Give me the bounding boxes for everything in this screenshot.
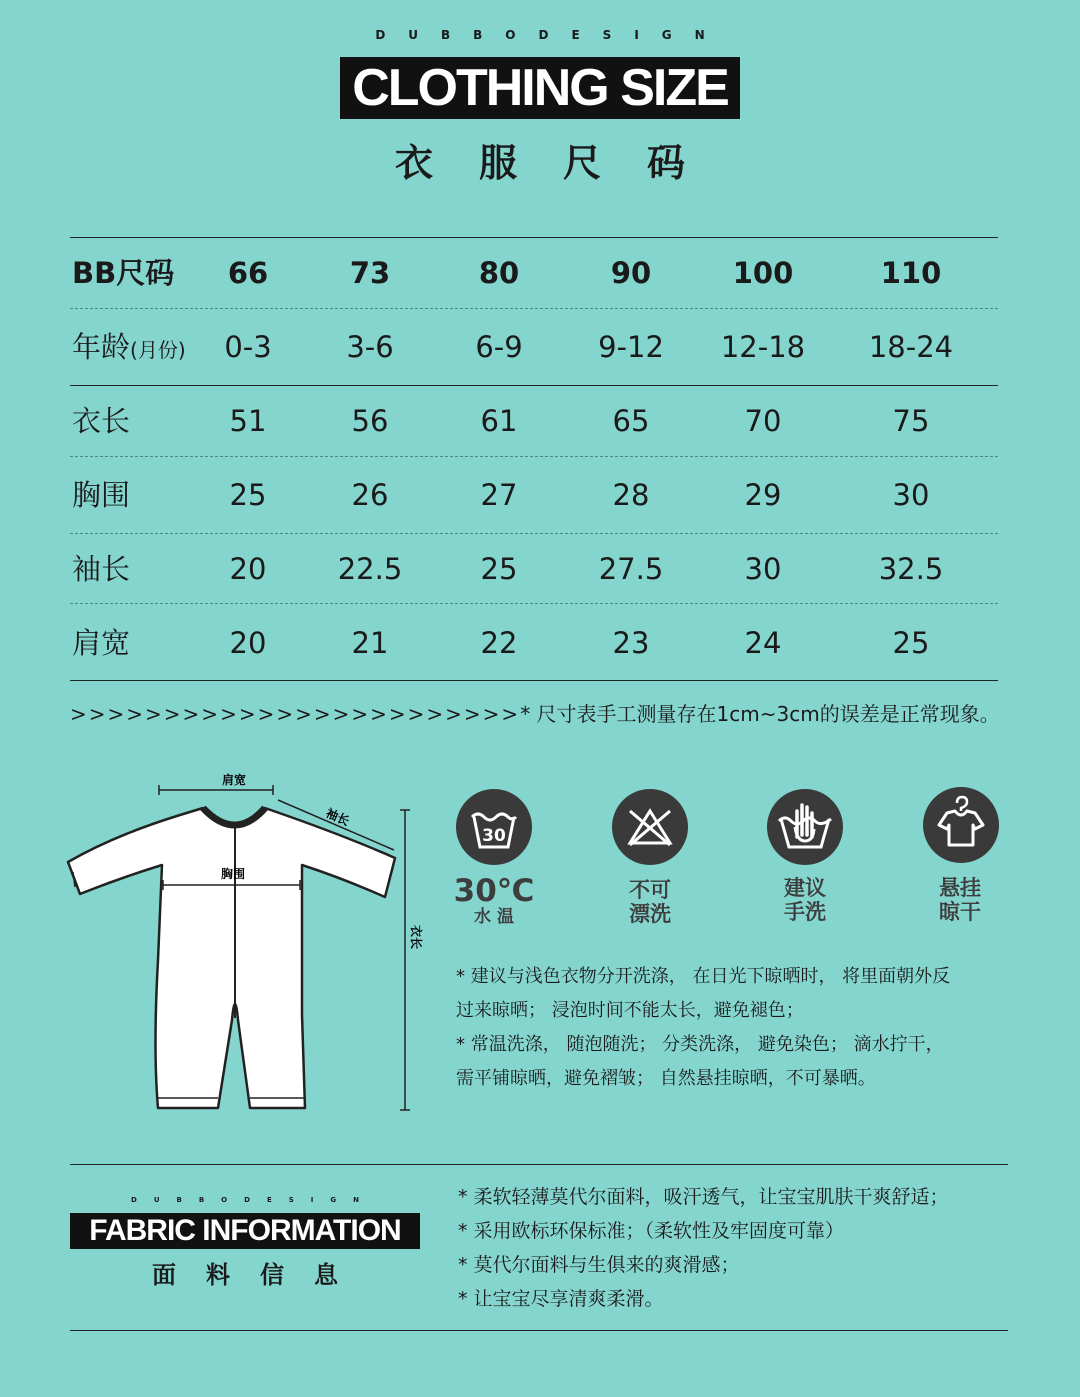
table-cell: 75 (892, 404, 930, 438)
table-cell: 56 (351, 404, 389, 438)
table-cell: 20 (229, 626, 267, 660)
age-cell: 0-3 (224, 330, 272, 364)
table-cell: 27 (480, 478, 518, 512)
care-tip-line: 过来晾晒； 浸泡时间不能太长，避免褪色； (456, 1000, 804, 1021)
size-cell: 73 (349, 256, 391, 290)
table-cell: 26 (351, 478, 389, 512)
page-title: CLOTHING SIZE (340, 57, 740, 119)
row-divider (70, 533, 998, 534)
size-cell: 80 (478, 256, 520, 290)
table-cell: 51 (229, 404, 267, 438)
table-cell: 25 (480, 552, 518, 586)
table-cell: 29 (744, 478, 782, 512)
table-cell: 65 (612, 404, 650, 438)
list-item: * 让宝宝尽享清爽柔滑。 (458, 1288, 664, 1310)
row-label-shoulder: 肩宽 (72, 626, 131, 660)
row-label-length: 衣长 (72, 404, 131, 438)
table-cell: 27.5 (598, 552, 664, 586)
table-header-row (70, 253, 998, 293)
hang-dry-icon (923, 787, 999, 863)
table-cell: 23 (612, 626, 650, 660)
shoulder-label: 肩宽 (221, 773, 247, 787)
age-cell: 12-18 (720, 330, 806, 364)
page-title-cn: 衣服尺码 (394, 141, 731, 185)
table-bottom-rule (70, 680, 998, 681)
table-cell: 21 (351, 626, 389, 660)
length-label: 衣长 (409, 925, 423, 950)
age-label: 年龄(月份) (72, 330, 186, 364)
fabric-top-rule (70, 1164, 1008, 1165)
fabric-brand-name: DUBBODESIGN (131, 1196, 376, 1204)
row-divider (70, 308, 998, 309)
hand-wash-label: 建议 手洗 (784, 876, 826, 924)
list-item: * 采用欧标环保标准；（柔软性及牢固度可靠） (458, 1220, 845, 1242)
table-cell: 70 (744, 404, 782, 438)
size-cell: 110 (880, 256, 942, 290)
hang-dry-label: 悬挂 晾干 (939, 876, 981, 924)
table-cell: 25 (892, 626, 930, 660)
wash-temp-label (434, 874, 554, 926)
row-label-chest: 胸围 (72, 478, 131, 512)
table-cell: 20 (229, 552, 267, 586)
table-cell: 30 (744, 552, 782, 586)
wash-30-icon (456, 789, 532, 865)
romper-outline (68, 808, 395, 1108)
fabric-title-cn: 面料信息 (152, 1261, 368, 1289)
table-row (70, 401, 998, 441)
age-cell: 9-12 (598, 330, 664, 364)
table-cell: 24 (744, 626, 782, 660)
table-row (70, 623, 998, 663)
table-row (70, 549, 998, 589)
fabric-bottom-rule (70, 1330, 1008, 1331)
size-cell: 90 (610, 256, 652, 290)
wash-temp-caption: 水 温 (474, 907, 514, 927)
list-item: * 莫代尔面料与生俱来的爽滑感； (458, 1254, 740, 1276)
care-tip-line: 需平铺晾晒，避免褶皱； 自然悬挂晾晒，不可暴晒。 (456, 1068, 876, 1089)
sleeve-label: 袖长 (323, 805, 352, 829)
table-cell: 22 (480, 626, 518, 660)
age-cell: 6-9 (475, 330, 523, 364)
age-cell: 18-24 (868, 330, 954, 364)
table-cell: 28 (612, 478, 650, 512)
table-cell: 30 (892, 478, 930, 512)
size-cell: 66 (227, 256, 269, 290)
table-top-rule (70, 237, 998, 238)
table-row (70, 475, 998, 515)
care-tip-line: * 建议与浅色衣物分开洗涤， 在日光下晾晒时， 将里面朝外反 (456, 966, 951, 987)
size-header-label: BB尺码 (72, 256, 175, 290)
row-divider (70, 456, 998, 457)
table-cell: 61 (480, 404, 518, 438)
brand-name: DUBBODESIGN (375, 28, 728, 42)
measurement-note (70, 698, 1000, 727)
fabric-title: FABRIC INFORMATION (70, 1213, 420, 1249)
chest-label: 胸围 (220, 867, 246, 881)
hand-wash-icon (767, 789, 843, 865)
romper-diagram (60, 760, 430, 1120)
no-bleach-label: 不可 漂洗 (629, 878, 671, 926)
wash-temp-badge: 30 (482, 826, 506, 846)
table-row-age (70, 327, 998, 367)
note-arrows: >>>>>>>>>>>>>>>>>>>>>>>> (70, 702, 521, 726)
care-tips (456, 960, 1016, 1096)
table-cell: 22.5 (337, 552, 403, 586)
row-label-sleeve: 袖长 (72, 552, 131, 586)
care-tip-line: * 常温洗涤， 随泡随洗； 分类洗涤， 避免染色； 滴水拧干， (456, 1034, 944, 1055)
row-divider (70, 603, 998, 604)
no-bleach-icon (612, 789, 688, 865)
table-cell: 25 (229, 478, 267, 512)
table-mid-rule (70, 385, 998, 386)
size-cell: 100 (732, 256, 794, 290)
table-cell: 32.5 (878, 552, 944, 586)
note-text: * 尺寸表手工测量存在1cm~3cm的误差是正常现象。 (520, 702, 1000, 726)
age-cell: 3-6 (346, 330, 394, 364)
wash-temp-value: 30℃ (453, 873, 535, 909)
fabric-info-list (458, 1180, 949, 1316)
list-item: * 柔软轻薄莫代尔面料，吸汗透气，让宝宝肌肤干爽舒适； (458, 1186, 949, 1208)
